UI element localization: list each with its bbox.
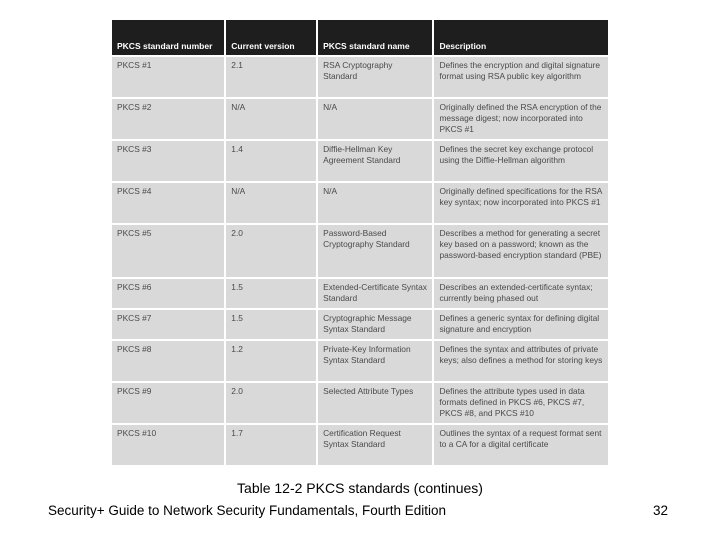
cell-standard-number: PKCS #1 [112, 57, 224, 97]
page-number: 32 [653, 503, 669, 518]
cell-current-version: 1.5 [226, 310, 316, 339]
cell-standard-name: Selected Attribute Types [318, 383, 432, 423]
cell-description: Describes a method for generating a secret key based on a password; known as the password-based encryption standard (PBE) [434, 225, 608, 277]
cell-standard-number: PKCS #7 [112, 310, 224, 339]
cell-description: Defines the attribute types used in data formats defined in PKCS #6, PKCS #7, PKCS #8, and PKCS #10 [434, 383, 608, 423]
cell-current-version: 1.4 [226, 141, 316, 181]
cell-standard-name: N/A [318, 99, 432, 139]
cell-standard-name: Private-Key Information Syntax Standard [318, 341, 432, 381]
cell-standard-name: RSA Cryptography Standard [318, 57, 432, 97]
cell-standard-number: PKCS #6 [112, 279, 224, 308]
table-row [112, 425, 608, 465]
cell-standard-number: PKCS #2 [112, 99, 224, 139]
table-row [112, 141, 608, 181]
cell-standard-name: Password-Based Cryptography Standard [318, 225, 432, 277]
cell-standard-name: N/A [318, 183, 432, 223]
pkcs-standards-table [110, 18, 610, 467]
cell-current-version: N/A [226, 99, 316, 139]
table-row [112, 99, 608, 139]
header-standard-name: PKCS standard name [318, 20, 432, 55]
cell-standard-number: PKCS #5 [112, 225, 224, 277]
cell-current-version: 1.7 [226, 425, 316, 465]
cell-description: Originally defined specifications for the RSA key syntax; now incorporated into PKCS #1 [434, 183, 608, 223]
cell-standard-name: Extended-Certificate Syntax Standard [318, 279, 432, 308]
cell-description: Describes an extended-certificate syntax; currently being phased out [434, 279, 608, 308]
cell-description: Outlines the syntax of a request format sent to a CA for a digital certificate [434, 425, 608, 465]
cell-standard-number: PKCS #3 [112, 141, 224, 181]
header-description: Description [434, 20, 608, 55]
table-row [112, 183, 608, 223]
cell-description: Defines the secret key exchange protocol using the Diffie-Hellman algorithm [434, 141, 608, 181]
table-row [112, 279, 608, 308]
table-caption: Table 12-2 PKCS standards (continues) [237, 480, 483, 496]
table-row [112, 310, 608, 339]
cell-standard-number: PKCS #9 [112, 383, 224, 423]
cell-description: Defines the syntax and attributes of private keys; also defines a method for storing keys [434, 341, 608, 381]
table-header-row [112, 20, 608, 55]
cell-standard-number: PKCS #8 [112, 341, 224, 381]
pkcs-table [110, 18, 610, 474]
header-current-version: Current version [226, 20, 316, 55]
cell-current-version: 2.0 [226, 225, 316, 277]
table-row [112, 225, 608, 277]
cell-current-version: 2.1 [226, 57, 316, 97]
cell-current-version: N/A [226, 183, 316, 223]
cell-current-version: 2.0 [226, 383, 316, 423]
cell-standard-name: Diffie-Hellman Key Agreement Standard [318, 141, 432, 181]
table-row [112, 341, 608, 381]
cell-description: Defines the encryption and digital signature format using RSA public key algorithm [434, 57, 608, 97]
footer-book-title: Security+ Guide to Network Security Fundamentals, Fourth Edition [48, 503, 447, 518]
cell-standard-name: Certification Request Syntax Standard [318, 425, 432, 465]
cell-standard-number: PKCS #4 [112, 183, 224, 223]
cell-description: Originally defined the RSA encryption of the message digest; now incorporated into PKCS #1 [434, 99, 608, 139]
cell-standard-number: PKCS #10 [112, 425, 224, 465]
cell-current-version: 1.2 [226, 341, 316, 381]
table-row [112, 383, 608, 423]
cell-current-version: 1.5 [226, 279, 316, 308]
cell-description: Defines a generic syntax for defining digital signature and encryption [434, 310, 608, 339]
header-standard-number: PKCS standard number [112, 20, 224, 55]
cell-standard-name: Cryptographic Message Syntax Standard [318, 310, 432, 339]
table-row [112, 57, 608, 97]
